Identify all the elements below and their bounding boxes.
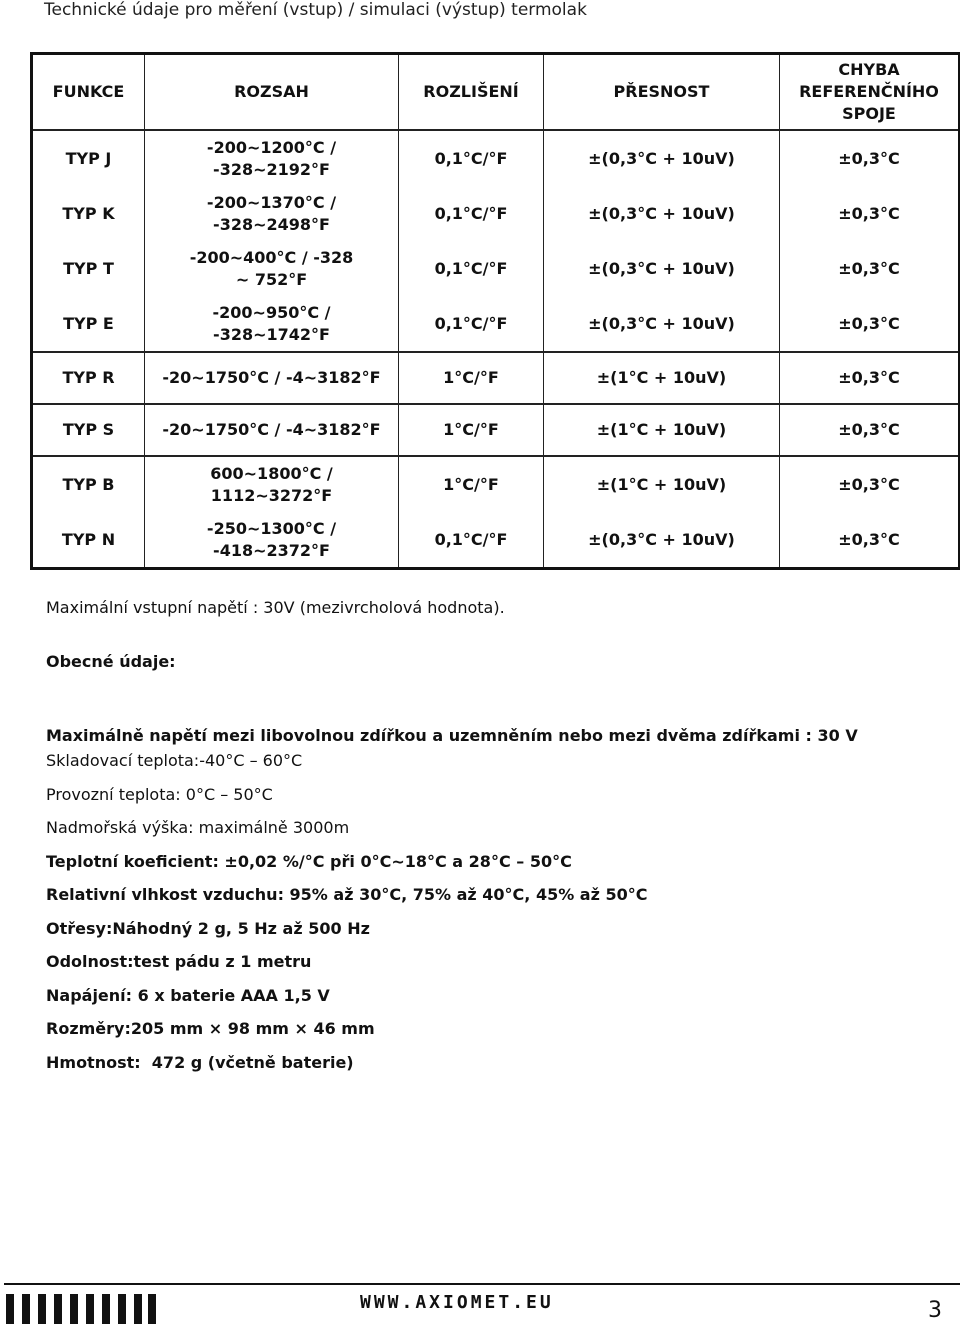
cell-range: -20~1750°C / -4~3182°F [145, 352, 399, 404]
cell-acc: ±(1°C + 10uV) [544, 352, 780, 404]
spec-line: Hmotnost: 472 g (včetně baterie) [46, 1053, 354, 1072]
cell-func: TYP R [32, 352, 145, 404]
cell-err: ±0,3°C [780, 130, 960, 186]
cell-res: 1°C/°F [399, 352, 544, 404]
header-chyba: CHYBA REFERENČNÍHO SPOJE [780, 54, 960, 131]
cell-range: -20~1750°C / -4~3182°F [145, 404, 399, 456]
spec-line: Otřesy:Náhodný 2 g, 5 Hz až 500 Hz [46, 919, 370, 938]
max-input-voltage: Maximální vstupní napětí : 30V (mezivrcholová hodnota). [46, 598, 505, 617]
cell-err: ±0,3°C [780, 456, 960, 512]
spec-line: Odolnost:test pádu z 1 metru [46, 952, 312, 971]
cell-func: TYP T [32, 241, 145, 296]
cell-err: ±0,3°C [780, 241, 960, 296]
spec-line: Teplotní koeficient: ±0,02 %/°C při 0°C~18°C a 28°C – 50°C [46, 852, 572, 871]
table-header-row [32, 54, 960, 131]
general-heading: Obecné údaje: [46, 652, 176, 671]
header-rozliseni: ROZLIŠENÍ [399, 54, 544, 131]
table-row [32, 352, 960, 404]
cell-acc: ±(1°C + 10uV) [544, 456, 780, 512]
cell-err: ±0,3°C [780, 512, 960, 569]
table-row [32, 404, 960, 456]
table-row [32, 456, 960, 512]
page-title: Technické údaje pro měření (vstup) / simulaci (výstup) termolak [44, 0, 587, 20]
header-funkce: FUNKCE [32, 54, 145, 131]
cell-func: TYP E [32, 296, 145, 352]
table-row [32, 296, 960, 352]
spec-table [30, 52, 960, 570]
cell-range: -200~950°C / -328~1742°F [145, 296, 399, 352]
cell-res: 1°C/°F [399, 456, 544, 512]
table-row [32, 512, 960, 569]
spec-line: Rozměry:205 mm × 98 mm × 46 mm [46, 1019, 375, 1038]
table-row [32, 241, 960, 296]
cell-range: -200~1370°C / -328~2498°F [145, 186, 399, 241]
cell-err: ±0,3°C [780, 186, 960, 241]
cell-acc: ±(0,3°C + 10uV) [544, 241, 780, 296]
spec-line: Relativní vlhkost vzduchu: 95% až 30°C, 75% až 40°C, 45% až 50°C [46, 885, 648, 904]
table-row [32, 130, 960, 186]
cell-func: TYP K [32, 186, 145, 241]
cell-acc: ±(0,3°C + 10uV) [544, 130, 780, 186]
table-row [32, 186, 960, 241]
cell-res: 1°C/°F [399, 404, 544, 456]
spec-line: Maximálně napětí mezi libovolnou zdířkou a uzemněním nebo mezi dvěma zdířkami : 30 V [46, 726, 858, 745]
footer-website: WWW.AXIOMET.EU [360, 1292, 554, 1313]
cell-range: -200~1200°C / -328~2192°F [145, 130, 399, 186]
cell-range: -250~1300°C / -418~2372°F [145, 512, 399, 569]
cell-acc: ±(0,3°C + 10uV) [544, 186, 780, 241]
header-rozsah: ROZSAH [145, 54, 399, 131]
cell-err: ±0,3°C [780, 404, 960, 456]
cell-func: TYP N [32, 512, 145, 569]
cell-acc: ±(0,3°C + 10uV) [544, 296, 780, 352]
cell-res: 0,1°C/°F [399, 296, 544, 352]
spec-line: Provozní teplota: 0°C – 50°C [46, 785, 273, 804]
footer-divider [4, 1283, 960, 1285]
header-presnost: PŘESNOST [544, 54, 780, 131]
cell-acc: ±(1°C + 10uV) [544, 404, 780, 456]
spec-line: Nadmořská výška: maximálně 3000m [46, 818, 350, 837]
cell-range: 600~1800°C / 1112~3272°F [145, 456, 399, 512]
cell-func: TYP J [32, 130, 145, 186]
cell-range: -200~400°C / -328 ~ 752°F [145, 241, 399, 296]
spec-line: Napájení: 6 x baterie AAA 1,5 V [46, 986, 330, 1005]
cell-res: 0,1°C/°F [399, 512, 544, 569]
cell-func: TYP B [32, 456, 145, 512]
spec-line: Skladovací teplota:-40°C – 60°C [46, 751, 303, 770]
cell-res: 0,1°C/°F [399, 130, 544, 186]
cell-res: 0,1°C/°F [399, 241, 544, 296]
cell-err: ±0,3°C [780, 296, 960, 352]
cell-acc: ±(0,3°C + 10uV) [544, 512, 780, 569]
page-number: 3 [928, 1298, 942, 1323]
cell-func: TYP S [32, 404, 145, 456]
cell-res: 0,1°C/°F [399, 186, 544, 241]
cell-err: ±0,3°C [780, 352, 960, 404]
